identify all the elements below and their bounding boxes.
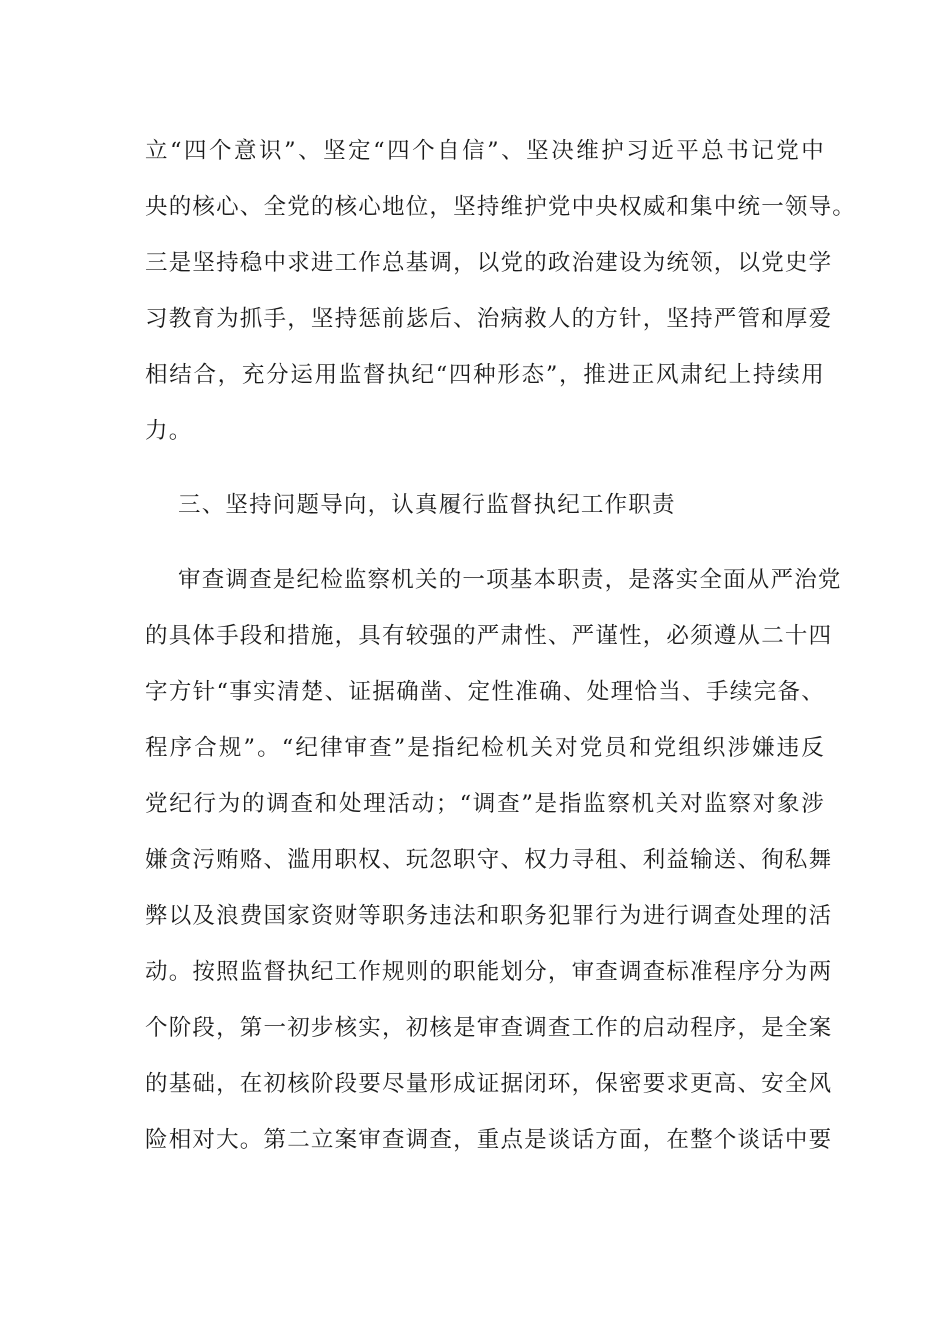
text-line: 立“四个意识”、坚定“四个自信”、坚决维护习近平总书记党中 — [145, 138, 825, 164]
text-line: 嫌贪污贿赂、滥用职权、玩忽职守、权力寻租、利益输送、徇私舞 — [145, 847, 833, 873]
text-line: 党纪行为的调查和处理活动；“调查”是指监察机关对监察对象涉 — [145, 791, 825, 817]
text-line: 习教育为抓手，坚持惩前毖后、治病救人的方针，坚持严管和厚爱 — [145, 306, 833, 332]
text-line: 的基础，在初核阶段要尽量形成证据闭环，保密要求更高、安全风 — [145, 1071, 833, 1097]
text-line: 力。 — [145, 418, 193, 444]
text-line: 的具体手段和措施，具有较强的严肃性、严谨性，必须遵从二十四 — [145, 623, 833, 649]
paragraph-first-line: 审查调查是纪检监察机关的一项基本职责，是落实全面从严治党 — [178, 567, 842, 593]
text-line: 动。按照监督执纪工作规则的职能划分，审查调查标准程序分为两 — [145, 959, 833, 985]
text-line: 程序合规”。“纪律审查”是指纪检机关对党员和党组织涉嫌违反 — [145, 735, 825, 761]
section-heading: 三、坚持问题导向，认真履行监督执纪工作职责 — [178, 492, 676, 518]
text-line: 弊以及浪费国家资财等职务违法和职务犯罪行为进行调查处理的活 — [145, 903, 833, 929]
text-line: 险相对大。第二立案审查调查，重点是谈话方面，在整个谈话中要 — [145, 1127, 833, 1153]
text-line: 字方针“事实清楚、证据确凿、定性准确、处理恰当、手续完备、 — [145, 679, 825, 705]
text-line: 三是坚持稳中求进工作总基调，以党的政治建设为统领，以党史学 — [145, 250, 833, 276]
text-line: 相结合，充分运用监督执纪“四种形态”，推进正风肃纪上持续用 — [145, 362, 825, 388]
text-line: 央的核心、全党的核心地位，坚持维护党中央权威和集中统一领导。 — [145, 194, 857, 220]
text-line: 个阶段，第一初步核实，初核是审查调查工作的启动程序，是全案 — [145, 1015, 833, 1041]
